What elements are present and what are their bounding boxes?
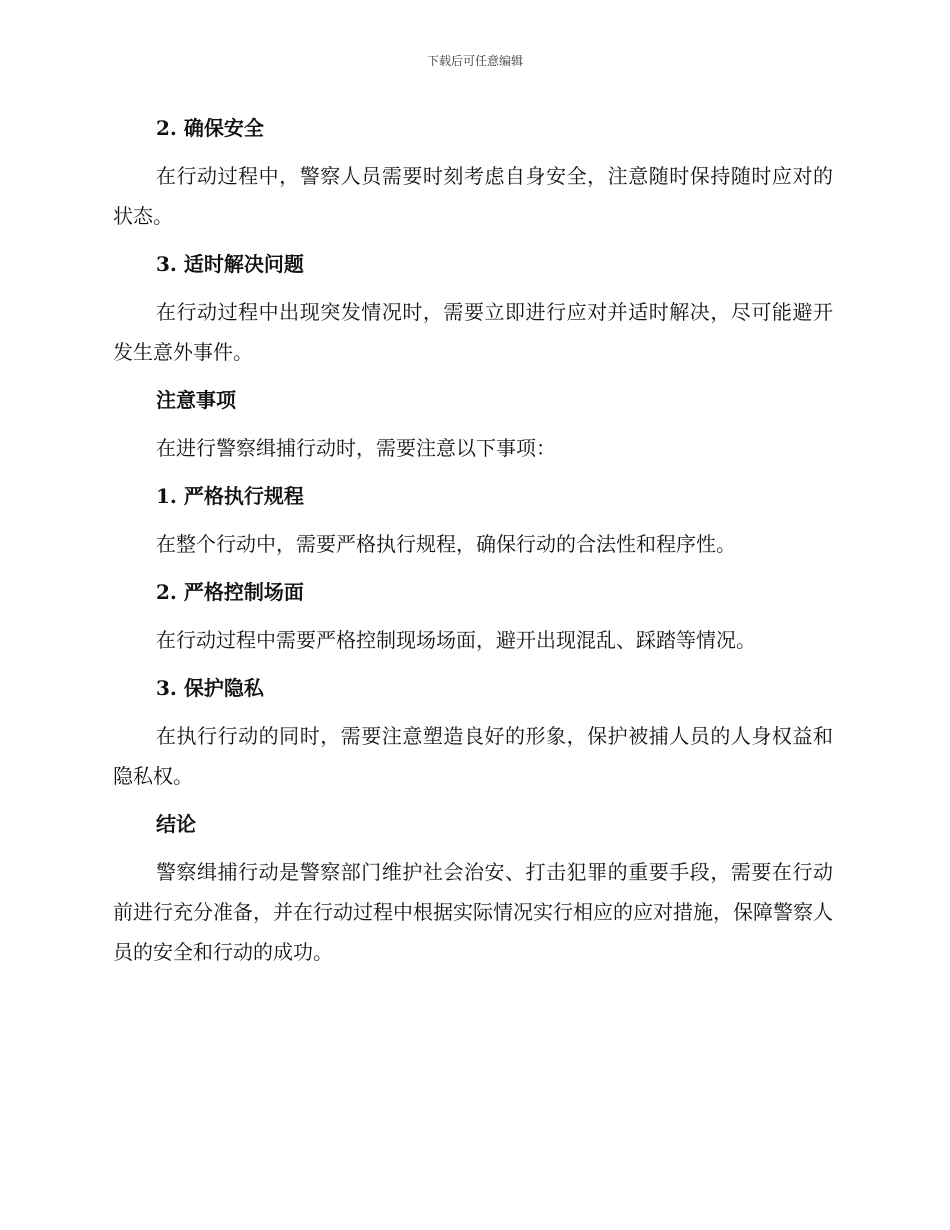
paragraph-follow-rules: 在整个行动中，需要严格执行规程，确保行动的合法性和程序性。 bbox=[156, 532, 736, 556]
section-heading-ensure-safety: 2. 确保安全 bbox=[156, 116, 264, 140]
section-heading-timely-resolve: 3. 适时解决问题 bbox=[156, 252, 304, 276]
paragraph-timely-resolve: 在行动过程中出现突发情况时，需要立即进行应对并适时解决，尽可能避开发生意外事件。 bbox=[113, 300, 833, 364]
paragraph-notes-intro: 在进行警察缉捕行动时，需要注意以下事项： bbox=[156, 436, 556, 460]
section-heading-control-scene: 2. 严格控制场面 bbox=[156, 580, 304, 604]
section-heading-protect-privacy: 3. 保护隐私 bbox=[156, 676, 264, 700]
section-heading-conclusion: 结论 bbox=[156, 812, 196, 836]
section-heading-follow-rules: 1. 严格执行规程 bbox=[156, 484, 304, 508]
document-body bbox=[113, 112, 833, 972]
paragraph-conclusion: 警察缉捕行动是警察部门维护社会治安、打击犯罪的重要手段，需要在行动前进行充分准备，并在行动过程中根据实际情况实行相应的应对措施，保障警察人员的安全和行动的成功。 bbox=[113, 860, 833, 964]
paragraph-ensure-safety: 在行动过程中，警察人员需要时刻考虑自身安全，注意随时保持随时应对的状态。 bbox=[113, 164, 833, 228]
paragraph-control-scene: 在行动过程中需要严格控制现场场面，避开出现混乱、踩踏等情况。 bbox=[156, 628, 756, 652]
paragraph-protect-privacy: 在执行行动的同时，需要注意塑造良好的形象，保护被捕人员的人身权益和隐私权。 bbox=[113, 724, 833, 788]
page-header-note: 下载后可任意编辑 bbox=[426, 54, 523, 68]
section-heading-notes: 注意事项 bbox=[156, 388, 236, 412]
